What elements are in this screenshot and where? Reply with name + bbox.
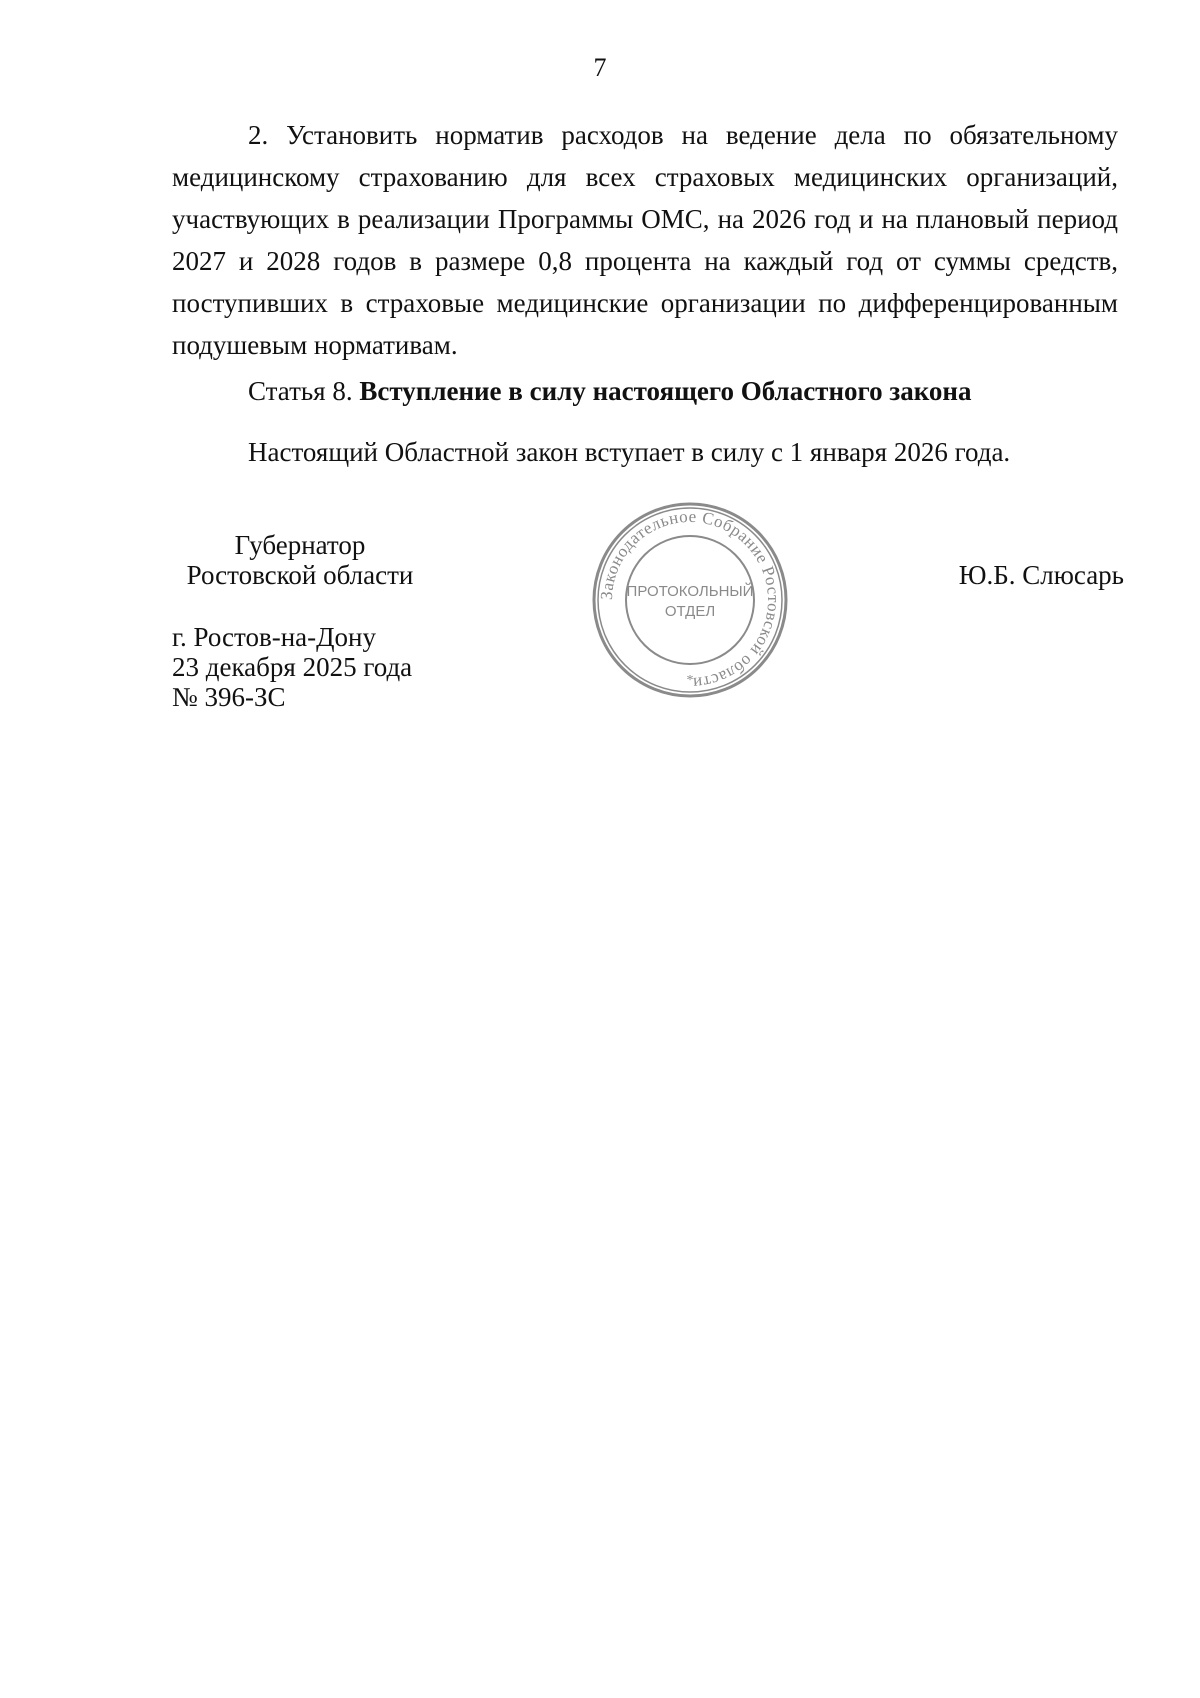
official-stamp	[586, 500, 794, 700]
stamp-center-line-2: ОТДЕЛ	[664, 603, 716, 620]
law-number: № 396-ЗС	[172, 682, 286, 712]
position-line-2: Ростовской области	[186, 560, 414, 590]
signer-name: Ю.Б. Слюсарь	[958, 560, 1124, 590]
clause-paragraph: 2. Установить норматив расходов на ведение дела по обязательному медицинскому страхованию для всех страховых медицинских организаций, участвующих в реализации Программы ОМС, на 2026 год и на плановый период 2027 и 2028 годов в размере 0,8 процента на каждый год от суммы средств, поступивших в страховые медицинские организации по дифференцированным подушевым нормативам.	[172, 120, 1118, 360]
stamp-center-line-1: ПРОТОКОЛЬНЫЙ	[626, 583, 754, 600]
date: 23 декабря 2025 года	[172, 652, 413, 682]
star-icon: *	[686, 673, 694, 688]
position-line-1: Губернатор	[234, 530, 366, 560]
page-number: 7	[593, 53, 607, 82]
article-label: Статья 8.	[248, 376, 353, 406]
place-date-block	[172, 622, 412, 712]
stamp-outer-ring	[594, 504, 786, 696]
article-title: Вступление в силу настоящего Областного закона	[359, 376, 972, 406]
signature-position	[175, 530, 425, 590]
stamp-ring-text: Законодательное Собрание Ростовской области	[596, 506, 784, 694]
article-heading	[248, 373, 971, 409]
article-text: Настоящий Областной закон вступает в силу с 1 января 2026 года.	[248, 437, 1011, 467]
stamp-inner-ring	[626, 536, 754, 664]
place: г. Ростов-на-Дону	[172, 622, 377, 652]
